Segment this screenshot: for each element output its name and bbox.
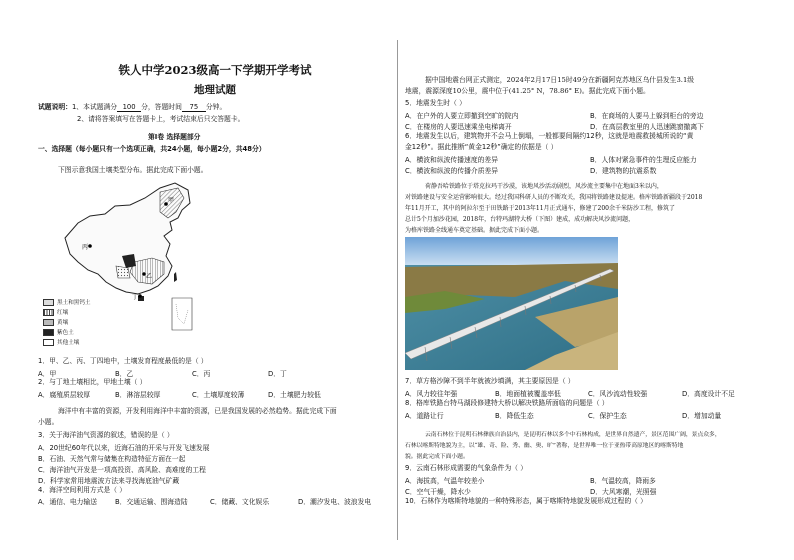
q6-option-d: D．建筑物的抗震系数 bbox=[590, 167, 657, 175]
q6-stem-line-1: 6．地震发生以后，建筑物并不会马上倒塌，一般都要间隔约12秒，这就是地震救援城所说的“黄 bbox=[405, 132, 694, 140]
q5-option-c: C．在楼房的人要迅速乘坐电梯离开 bbox=[405, 123, 512, 131]
section-heading: 一、选择题（每小题只有一个选项正确，共24小题，每小题2分，共48分） bbox=[38, 145, 266, 153]
q9-stem: 9．云南石林形成需要的气象条件为（ ） bbox=[405, 464, 528, 472]
q4-option-b: B．交通运输、围海造陆 bbox=[115, 498, 188, 506]
q1-option-d: D．丁 bbox=[268, 370, 287, 378]
q6-option-c: C．横波和纵波的传播介质差异 bbox=[405, 167, 499, 175]
q3-stem: 3．关于海洋油气资源的叙述，错误的是（ ） bbox=[38, 431, 174, 439]
q7-option-a: A．风力较往年强 bbox=[405, 390, 458, 398]
q3-option-a: A．20世纪60年代以来，近海石油的开采与开发飞速发展 bbox=[38, 444, 210, 452]
rail-intro-line-4: 总计5个月加沙花园，2018年，台特玛湖特大桥（下图）建成，成功解决风沙流问题， bbox=[405, 216, 635, 223]
q8-option-a: A．道路让行 bbox=[405, 412, 444, 420]
q6-option-b: B．人体对紧急事件的生理反应能力 bbox=[590, 156, 697, 164]
q4-option-c: C．储藏、文化娱乐 bbox=[210, 498, 270, 506]
rail-intro-line-5: 为格库铁路全线通车奠定基础。据此完成下面小题。 bbox=[405, 227, 544, 234]
map-label-jia: 甲 bbox=[168, 197, 175, 204]
q2-option-d: D．土壤肥力较低 bbox=[268, 391, 321, 399]
q2-option-b: B．淋溶层较厚 bbox=[115, 391, 161, 399]
legend-item-other: 其他土壤 bbox=[43, 338, 79, 346]
quake-intro-line-2: 地震，震源深度10公里，震中位于(41.25° N，78.86° E)。据此完成下面小题。 bbox=[405, 87, 650, 95]
q8-stem: 8．格库铁路台特马湖段修建特大桥以解决铁路所面临的问题是（ ） bbox=[405, 399, 609, 407]
yunnan-intro-line-2: 石林以喀斯特地貌为主，以“雄、奇、险、秀、幽、奥、旷”著称，是世界唯一位于亚热带高原地区的喀斯特地 bbox=[405, 443, 684, 449]
q5-option-a: A．在户外的人要立即撤到空旷的院内 bbox=[405, 112, 519, 120]
q8-option-d: D．增加动量 bbox=[682, 412, 722, 420]
china-soil-map bbox=[60, 178, 200, 336]
q3-option-b: B．石油、天然气常与储集在构造特征方面在一起 bbox=[38, 455, 186, 463]
map-label-ding: 丁 bbox=[132, 294, 139, 301]
rail-intro-line-1: 荷静吾哈铁路位于塔克拉玛干沙漠，该地风沙活动剧烈，风沙流主要集中在地面3米以内， bbox=[425, 183, 663, 190]
q5-option-d: D．在高层教室里的人迅速跳窗撤离下 bbox=[590, 123, 704, 131]
taiwan-island bbox=[174, 272, 177, 282]
q8-option-c: C．保护生态 bbox=[588, 412, 627, 420]
yunnan-intro-line-1: 云南石林位于昆明石林彝族自治县内，是昆明石林以多个中石林构成，是世界自然遗产，景区范围广阔，景点众多， bbox=[425, 432, 721, 438]
q10-stem: 10．石林作为喀斯特地貌的一种特殊形态，属于喀斯特地貌发展形成过程的（ ） bbox=[405, 497, 647, 505]
q1-option-a: A．甲 bbox=[38, 370, 57, 378]
q7-option-c: C．风沙流动性较强 bbox=[588, 390, 648, 398]
q9-option-a: A．海拔高，气温年较差小 bbox=[405, 477, 485, 485]
q1-stem: 1．甲、乙、丙、丁四地中，土壤发育程度最低的是（ ） bbox=[38, 357, 208, 365]
q4-option-d: D．潮汐发电、波浪发电 bbox=[298, 498, 372, 506]
instructions-line-1: 试题说明：1、本试题满分 100 分，答题时间 75 分钟。 bbox=[38, 103, 227, 111]
sea-intro-line-2: 小题。 bbox=[38, 418, 59, 426]
q2-option-a: A．腐殖质层较厚 bbox=[38, 391, 91, 399]
rail-intro-line-3: 年11月开工，其中的阿拉尔至于田铁路于2013年11月正式通车，修建了200余千米防沙工程，修筑了 bbox=[405, 205, 675, 212]
map-label-bing: 丙 bbox=[82, 244, 89, 251]
q7-option-d: D．高度设计不足 bbox=[682, 390, 735, 398]
legend-item-yellow: 黄壤 bbox=[43, 318, 68, 326]
q9-option-b: B．气温较高，降雨多 bbox=[590, 477, 656, 485]
map-intro: 下图示意我国土壤类型分布。据此完成下面小题。 bbox=[58, 166, 208, 174]
south-china-sea-inset bbox=[172, 298, 192, 330]
q5-stem: 5．地震发生时（ ） bbox=[405, 99, 466, 107]
rail-intro-line-2: 对铁路建设与安全运营影响很大。经过我国科研人员的不断攻关，我国将铁路建设提速。格库铁路新疆段于2018 bbox=[405, 194, 703, 201]
q6-option-a: A．横波和纵波传播速度的差异 bbox=[405, 156, 499, 164]
column-divider bbox=[397, 40, 398, 540]
q2-option-c: C．土壤厚度较薄 bbox=[192, 391, 245, 399]
yunnan-intro-line-3: 貌。据此完成下面小题。 bbox=[405, 454, 469, 460]
map-label-yi: 乙 bbox=[146, 273, 153, 280]
quake-intro-line-1: 据中国地震台网正式测定，2024年2月17日15时49分在新疆阿克苏地区乌什县发生3.1级 bbox=[425, 76, 695, 84]
exam-title: 铁人中学2023级高一下学期开学考试 bbox=[118, 63, 312, 77]
q4-option-a: A．通信、电力输送 bbox=[38, 498, 98, 506]
q6-stem-line-2: 金12秒”。据此推断“黄金12秒”确定的依据是（ ） bbox=[405, 143, 558, 151]
q2-stem: 2．与丁地土壤相比，甲地土壤（ ） bbox=[38, 378, 147, 386]
q4-stem: 4．海洋空间利用方式是（ ） bbox=[38, 486, 127, 494]
q1-option-b: B．乙 bbox=[115, 370, 134, 378]
legend-item-black: 黑土和黑钙土 bbox=[43, 298, 91, 306]
q9-option-d: D．大风寒潮，光照强 bbox=[590, 488, 657, 496]
sea-intro-line-1: 海洋中有丰富的资源，开发利用海洋中丰富的资源，已是我国发展的必然趋势。据此完成下面 bbox=[58, 407, 337, 415]
q1-option-c: C．丙 bbox=[192, 370, 211, 378]
subject-title: 地理试题 bbox=[194, 84, 236, 96]
legend-item-purple: 紫色土 bbox=[43, 328, 74, 336]
instructions-line-2: 2、请将答案填写在答题卡上，考试结束后只交答题卡。 bbox=[77, 115, 245, 123]
q5-option-b: B．在商场的人要马上躲到柜台的旁边 bbox=[590, 112, 704, 120]
part-title: 第Ⅰ卷 选择题部分 bbox=[148, 133, 201, 141]
q7-stem: 7．草方格沙障不到半年就被沙填满，其主要原因是（ ） bbox=[405, 377, 575, 385]
q3-option-c: C．海洋油气开发是一项高投资、高风险、高难度的工程 bbox=[38, 466, 206, 474]
q9-option-c: C．空气干燥，降水少 bbox=[405, 488, 471, 496]
q8-option-b: B．降低生态 bbox=[495, 412, 534, 420]
q7-option-b: B．地面植被覆盖率低 bbox=[495, 390, 561, 398]
legend-item-red: 红壤 bbox=[43, 308, 68, 316]
yellow-soil-region bbox=[116, 266, 130, 278]
desert-bridge-photo bbox=[405, 237, 618, 370]
q3-option-d: D．科学家常用地震波方法来寻找海底油气矿藏 bbox=[38, 477, 180, 485]
